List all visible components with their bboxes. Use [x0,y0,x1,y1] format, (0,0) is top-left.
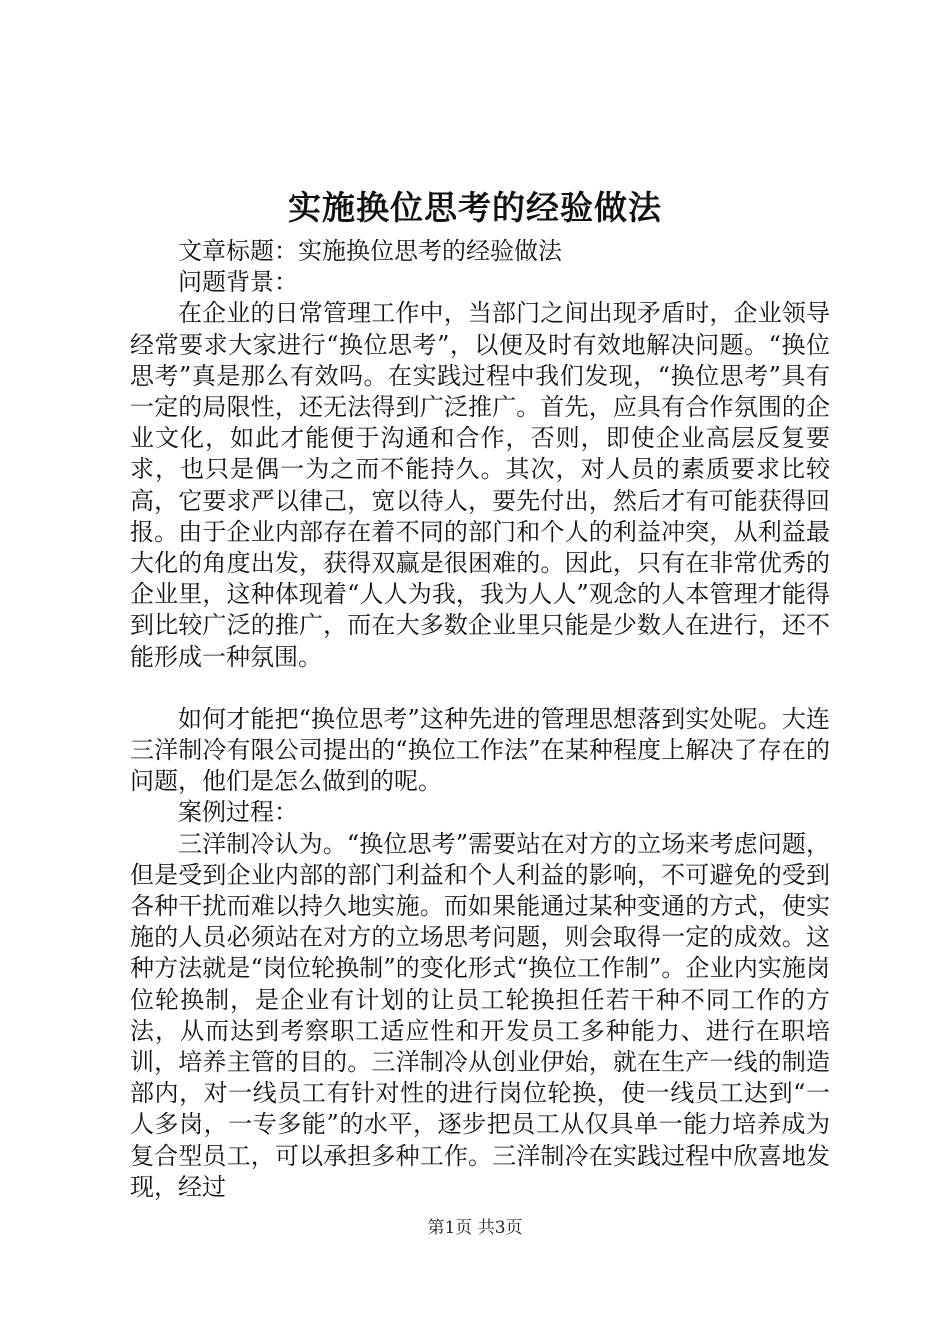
background-heading: 问题背景： [178,268,298,297]
document-title: 实施换位思考的经验做法 [288,188,662,227]
question-paragraph: 如何才能把“换位思考”这种先进的管理思想落到实处呢。大连三洋制冷有限公司提出的“换位工作法”在某种程度上解决了存在的问题，他们是怎么做到的呢。 [130,704,830,796]
background-paragraph: 在企业的日常管理工作中，当部门之间出现矛盾时，企业领导经常要求大家进行“换位思考”，以便及时有效地解决问题。“换位思考”真是那么有效吗。在实践过程中我们发现，“换位思考”具有一定的局限性，还无法得到广泛推广。首先，应具有合作氛围的企业文化，如此才能便于沟通和合作，否则，即使企业高层反复要求，也只是偶一为之而不能持久。其次，对人员的素质要求比较高，它要求严以律己，宽以待人，要先付出，然后才有可能获得回报。由于企业内部存在着不同的部门和个人的利益冲突，从利益最大化的角度出发，获得双赢是很困难的。因此，只有在非常优秀的企业里，这种体现着“人人为我，我为人人”观念的人本管理才能得到比较广泛的推广，而在大多数企业里只能是少数人在进行，还不能形成一种氛围。 [130,299,830,671]
case-heading: 案例过程： [178,798,298,827]
page-number-footer: 第1页 共3页 [427,1218,523,1238]
case-paragraph: 三洋制冷认为。“换位思考”需要站在对方的立场来考虑问题，但是受到企业内部的部门利益和个人利益的影响，不可避免的受到各种干扰而难以持久地实施。而如果能通过某种变通的方式，使实施的人员必须站在对方的立场思考问题，则会取得一定的成效。这种方法就是“岗位轮换制”的变化形式“换位工作制”。企业内实施岗位轮换制，是企业有计划的让员工轮换担任若干种不同工作的方法，从而达到考察职工适应性和开发员工多种能力、进行在职培训，培养主管的目的。三洋制冷从创业伊始，就在生产一线的制造部内，对一线员工有针对性的进行岗位轮换，使一线员工达到“一人多岗，一专多能”的水平，逐步把员工从仅具单一能力培养成为复合型员工，可以承担多种工作。三洋制冷在实践过程中欣喜地发现，经过 [130,829,830,1201]
article-title-line: 文章标题：实施换位思考的经验做法 [178,237,562,265]
document-body [130,236,830,1203]
